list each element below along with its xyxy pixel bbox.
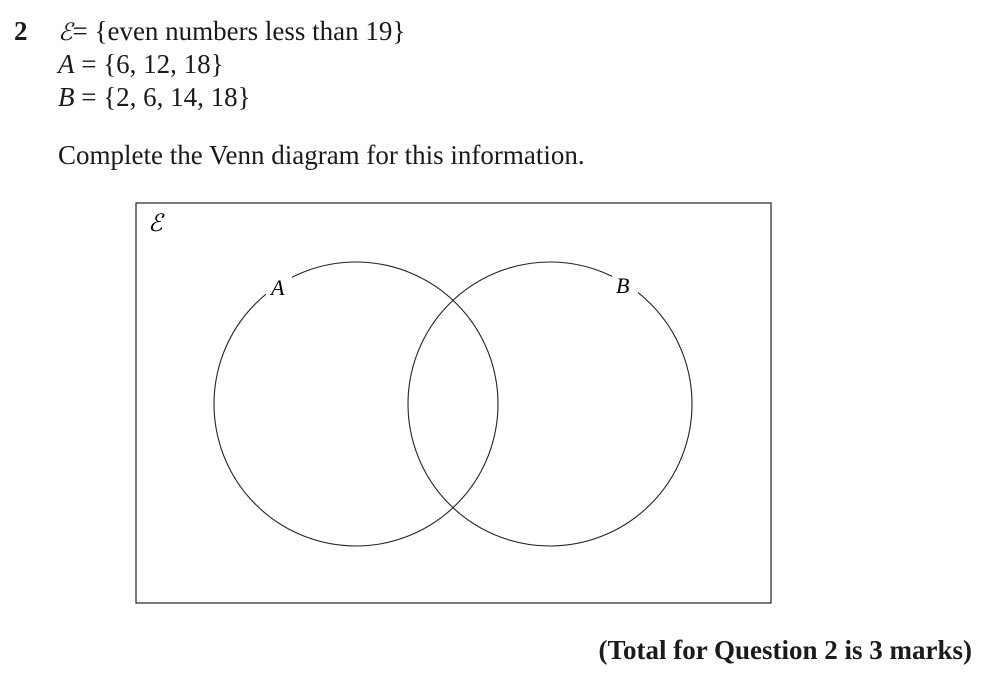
instruction-text: Complete the Venn diagram for this information. [58, 140, 585, 170]
question-number: 2 [14, 16, 28, 46]
circle-a-label: A [271, 275, 285, 300]
circle-b [408, 262, 692, 546]
circle-a [214, 262, 498, 546]
set-a-name: A [58, 49, 75, 79]
set-b-text: = {2, 6, 14, 18} [74, 82, 251, 112]
set-b-name: B [58, 82, 75, 112]
universal-set-rectangle [136, 203, 771, 603]
universal-set-label: ℰ [148, 211, 163, 237]
set-a-text: = {6, 12, 18} [74, 49, 224, 79]
circle-b-label: B [616, 273, 630, 298]
universal-set-text: = {even numbers less than 19} [72, 16, 406, 46]
universal-set-symbol: ℰ [58, 18, 73, 46]
total-marks: (Total for Question 2 is 3 marks) [598, 635, 972, 665]
